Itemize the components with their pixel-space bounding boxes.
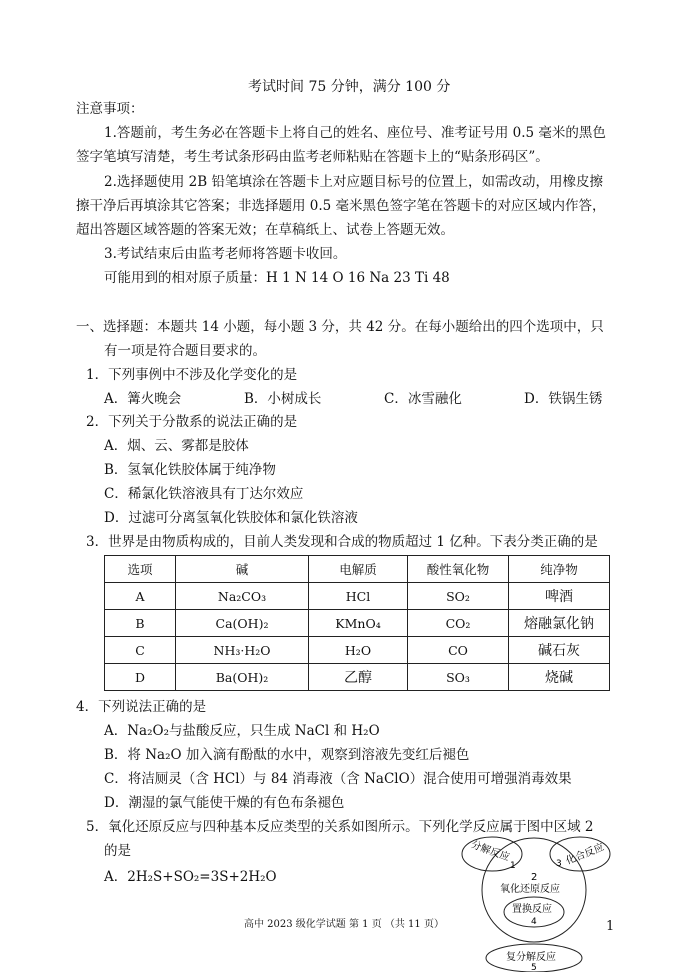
note-1a: 1.答题前，考生务必在答题卡上将自己的姓名、座位号、准考证号用 0.5 毫米的黑色 [104, 125, 606, 141]
q1-option-b: B．小树成长 [244, 391, 322, 407]
classification-table [104, 555, 610, 691]
table-cell: 啤酒 [509, 583, 610, 610]
table-cell: Ca(OH)₂ [176, 610, 309, 637]
table-row [105, 610, 610, 637]
atomic-masses: 可能用到的相对原子质量：H 1 N 14 O 16 Na 23 Ti 48 [104, 270, 450, 286]
table-cell: A [105, 583, 176, 610]
reaction-venn-diagram [464, 832, 624, 972]
exam-info: 考试时间 75 分钟，满分 100 分 [248, 79, 451, 95]
region-4: 4 [531, 917, 537, 927]
footer-text: 高中 2023 级化学试题 第 1 页 （共 11 页） [244, 919, 444, 930]
table-header-row [105, 556, 610, 583]
q2-stem: 2．下列关于分散系的说法正确的是 [86, 414, 298, 430]
table-cell: C [105, 637, 176, 664]
q5-option-a: A．2H₂S+SO₂=3S+2H₂O [104, 869, 277, 885]
table-cell: D [105, 664, 176, 691]
combination-label: 化合反应 [564, 841, 606, 868]
q4-option-d: D．潮湿的氯气能使干燥的有色布条褪色 [104, 795, 345, 811]
note-2c: 超出答题区域答题的答案无效；在草稿纸上、试卷上答题无效。 [76, 222, 454, 238]
q4-option-c: C．将洁厕灵（含 HCl）与 84 消毒液（含 NaClO）混合使用可增强消毒效果 [104, 771, 572, 787]
replacement-label: 置换反应 [512, 904, 552, 915]
table-cell: CO [408, 637, 509, 664]
q2-option-c: C．稀氯化铁溶液具有丁达尔效应 [104, 486, 304, 502]
q1-option-c: C．冰雪融化 [384, 391, 462, 407]
table-cell: 熔融氯化钠 [509, 610, 610, 637]
q1-option-a: A．篝火晚会 [104, 391, 182, 407]
table-cell: KMnO₄ [309, 610, 408, 637]
region-3: 3 [556, 859, 562, 869]
table-row [105, 664, 610, 691]
table-row [105, 637, 610, 664]
table-cell: 乙醇 [309, 664, 408, 691]
q1-option-d: D．铁锅生锈 [524, 391, 603, 407]
section-title-a: 一、选择题：本题共 14 小题，每小题 3 分，共 42 分。在每小题给出的四个选项中，只 [76, 319, 604, 335]
q5-stem-a: 5．氧化还原反应与四种基本反应类型的关系如图所示。下列化学反应属于图中区域 2 [86, 819, 594, 835]
note-2a: 2.选择题使用 2B 铅笔填涂在答题卡上对应题目标号的位置上，如需改动，用橡皮擦 [104, 174, 603, 190]
q1-stem: 1．下列事例中不涉及化学变化的是 [86, 367, 298, 383]
q4-option-a: A．Na₂O₂与盐酸反应，只生成 NaCl 和 H₂O [104, 723, 380, 739]
q2-option-b: B．氢氧化铁胶体属于纯净物 [104, 462, 276, 478]
page-number: 1 [606, 919, 615, 934]
table-cell: SO₃ [408, 664, 509, 691]
q3-stem: 3．世界是由物质构成的，目前人类发现和合成的物质超过 1 亿种。下表分类正确的是 [86, 534, 598, 550]
table-cell: 烧碱 [509, 664, 610, 691]
table-cell: H₂O [309, 637, 408, 664]
table-row [105, 583, 610, 610]
table-header: 纯净物 [509, 556, 610, 583]
region-5: 5 [531, 963, 537, 972]
table-cell: SO₂ [408, 583, 509, 610]
table-header: 酸性氧化物 [408, 556, 509, 583]
table-cell: Ba(OH)₂ [176, 664, 309, 691]
note-1b: 签字笔填写清楚，考生考试条形码由监考老师粘贴在答题卡上的“贴条形码区”。 [76, 149, 549, 165]
q4-stem: 4．下列说法正确的是 [76, 699, 207, 715]
table-header: 碱 [176, 556, 309, 583]
q4-option-b: B．将 Na₂O 加入滴有酚酞的水中，观察到溶液先变红后褪色 [104, 747, 470, 763]
q2-option-a: A．烟、云、雾都是胶体 [104, 438, 249, 454]
note-2b: 擦干净后再填涂其它答案；非选择题用 0.5 毫米黑色签字笔在答题卡的对应区域内作答， [76, 198, 606, 214]
table-header: 电解质 [309, 556, 408, 583]
q2-option-d: D．过滤可分离氢氧化铁胶体和氯化铁溶液 [104, 510, 358, 526]
table-cell: HCl [309, 583, 408, 610]
section-title-b: 有一项是符合题目要求的。 [104, 343, 266, 359]
table-cell: CO₂ [408, 610, 509, 637]
double-replacement-label: 复分解反应 [506, 952, 556, 963]
note-3: 3.考试结束后由监考老师将答题卡收回。 [104, 246, 347, 262]
table-cell: 碱石灰 [509, 637, 610, 664]
redox-label: 氧化还原反应 [500, 884, 560, 895]
table-cell: NH₃·H₂O [176, 637, 309, 664]
decomposition-label: 分解反应 [469, 839, 511, 864]
q5-stem-b: 的是 [104, 843, 131, 859]
region-1: 1 [510, 861, 516, 871]
table-cell: Na₂CO₃ [176, 583, 309, 610]
notes-title: 注意事项： [76, 101, 144, 117]
table-header: 选项 [105, 556, 176, 583]
region-2: 2 [531, 872, 538, 883]
table-cell: B [105, 610, 176, 637]
